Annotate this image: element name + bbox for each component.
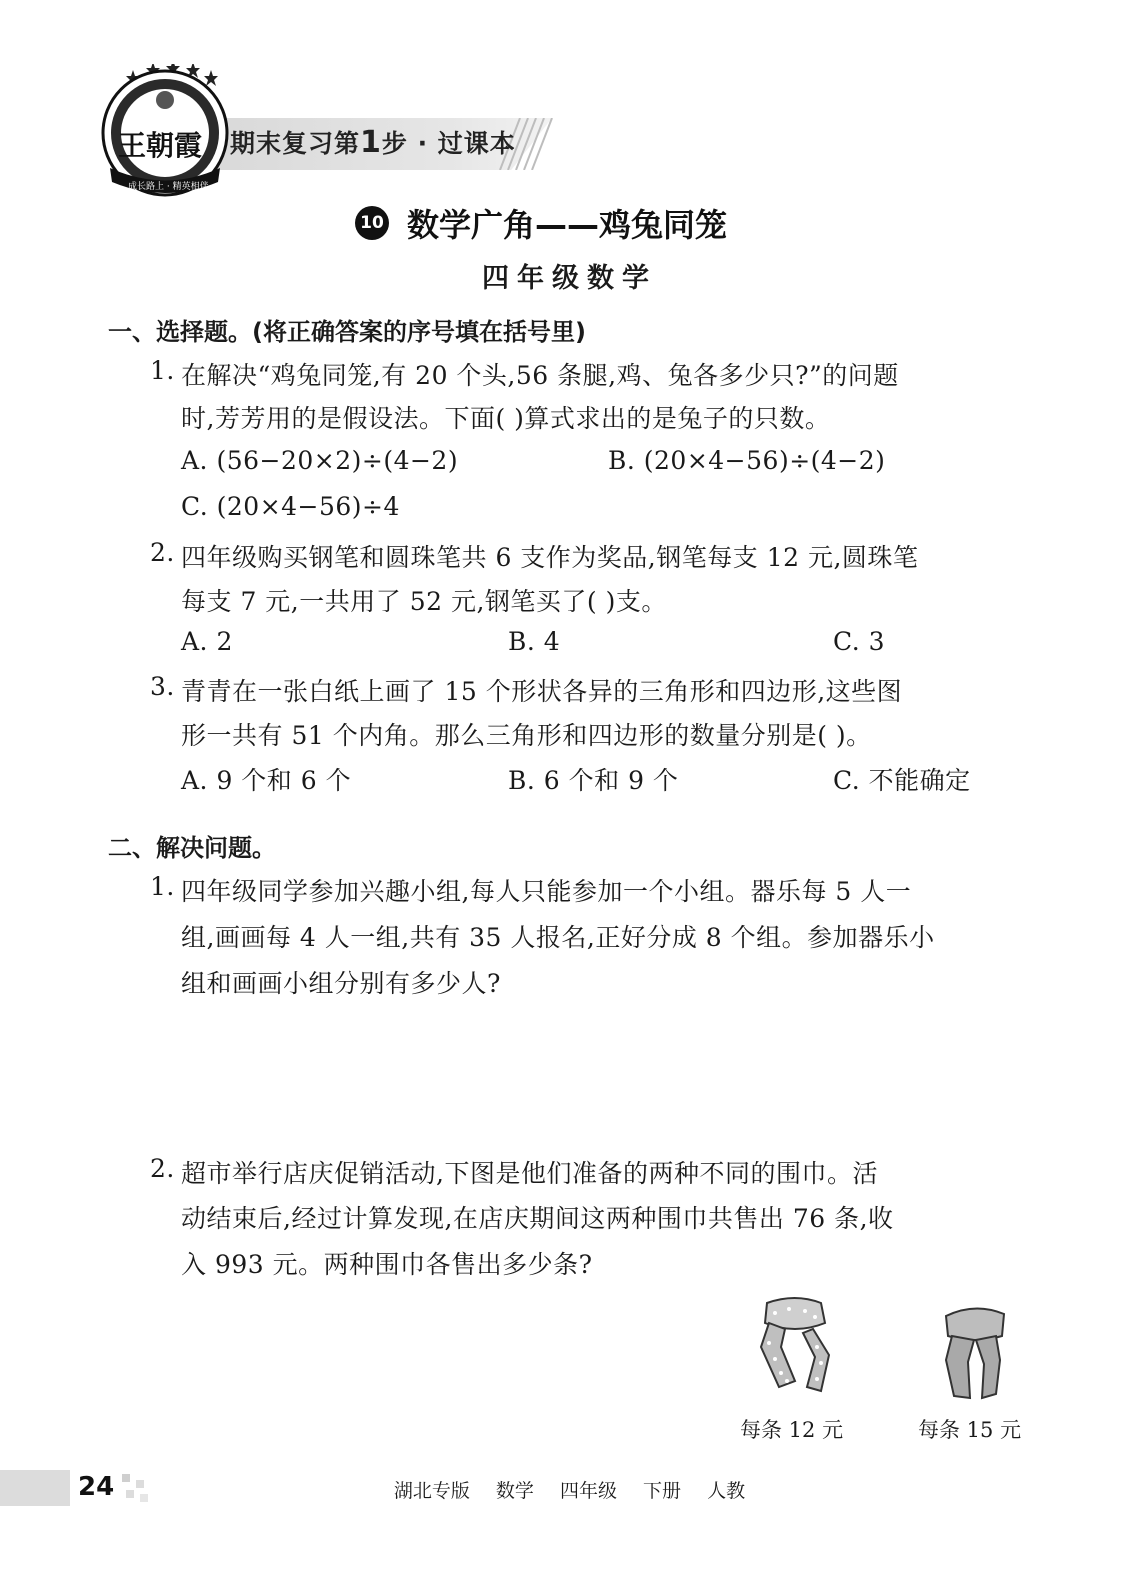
q1-option-c: C. (20×4−56)÷4: [181, 492, 400, 521]
footer-publisher: 人教: [707, 1480, 746, 1502]
q2-option-a: A. 2: [181, 627, 233, 656]
plain-scarf-icon: [940, 1302, 1010, 1402]
title-row: [355, 198, 727, 248]
q3-option-a: A. 9 个和 6 个: [181, 766, 352, 795]
banner-text: [230, 124, 516, 160]
page-subtitle: 四年级数学: [482, 263, 657, 294]
scarf1-price: 每条 12 元: [740, 1418, 844, 1442]
q2-option-c: C. 3: [833, 627, 886, 656]
section2-heading: 二、解决问题。: [108, 834, 276, 862]
logo-ribbon: 成长路上 · 精英相伴: [128, 182, 209, 192]
q1-option-a: A. (56−20×2)÷(4−2): [181, 446, 459, 475]
s2-q2-line1: 超市举行店庆促销活动,下图是他们准备的两种不同的围巾。活: [181, 1159, 878, 1188]
footer-edition: 湖北专版: [393, 1480, 470, 1502]
banner-suffix: 步 · 过课本: [381, 129, 516, 158]
banner-prefix: 期末复习第: [230, 129, 361, 158]
s2-q2-number: 2.: [150, 1154, 175, 1183]
s2-q2-line3: 入 993 元。两种围巾各售出多少条?: [181, 1250, 593, 1279]
page-number: 24: [78, 1472, 115, 1502]
s2-q1-line1: 四年级同学参加兴趣小组,每人只能参加一个小组。器乐每 5 人一: [181, 877, 912, 906]
footer-grade: 四年级: [559, 1480, 617, 1502]
q3-option-b: B. 6 个和 9 个: [508, 766, 679, 795]
q2-line1: 四年级购买钢笔和圆珠笔共 6 支作为奖品,钢笔每支 12 元,圆珠笔: [181, 543, 919, 572]
q3-line1: 青青在一张白纸上画了 15 个形状各异的三角形和四边形,这些图: [181, 677, 903, 706]
s2-q1-line2: 组,画画每 4 人一组,共有 35 人报名,正好分成 8 个组。参加器乐小: [181, 923, 935, 952]
banner-step: 1: [360, 125, 382, 160]
q2-number: 2.: [150, 538, 175, 567]
q2-line2: 每支 7 元,一共用了 52 元,钢笔买了( )支。: [181, 587, 667, 616]
q1-number: 1.: [150, 356, 175, 385]
s2-q1-number: 1.: [150, 872, 175, 901]
q1-option-b: B. (20×4−56)÷(4−2): [608, 446, 886, 475]
q2-option-b: B. 4: [508, 627, 561, 656]
q3-line2: 形一共有 51 个内角。那么三角形和四边形的数量分别是( )。: [181, 721, 872, 750]
lesson-number-badge: 10: [355, 206, 389, 240]
footer-info: [0, 1476, 1139, 1503]
q1-line2: 时,芳芳用的是假设法。下面( )算式求出的是兔子的只数。: [181, 404, 831, 433]
footer-subject: 数学: [495, 1480, 534, 1502]
q3-number: 3.: [150, 672, 175, 701]
scarf2-price: 每条 15 元: [918, 1418, 1022, 1442]
q1-line1: 在解决“鸡兔同笼,有 20 个头,56 条腿,鸡、兔各多少只?”的问题: [181, 361, 899, 390]
s2-q1-line3: 组和画画小组分别有多少人?: [181, 969, 501, 998]
section1-heading: 一、选择题。(将正确答案的序号填在括号里): [108, 318, 586, 346]
q3-option-c: C. 不能确定: [833, 766, 971, 795]
footer-volume: 下册: [643, 1480, 682, 1502]
logo-name: 王朝霞: [118, 129, 203, 162]
dotted-scarf-icon: [755, 1295, 835, 1395]
s2-q2-line2: 动结束后,经过计算发现,在店庆期间这两种围巾共售出 76 条,收: [181, 1204, 894, 1233]
page-title: 数学广角——鸡兔同笼: [407, 206, 728, 244]
